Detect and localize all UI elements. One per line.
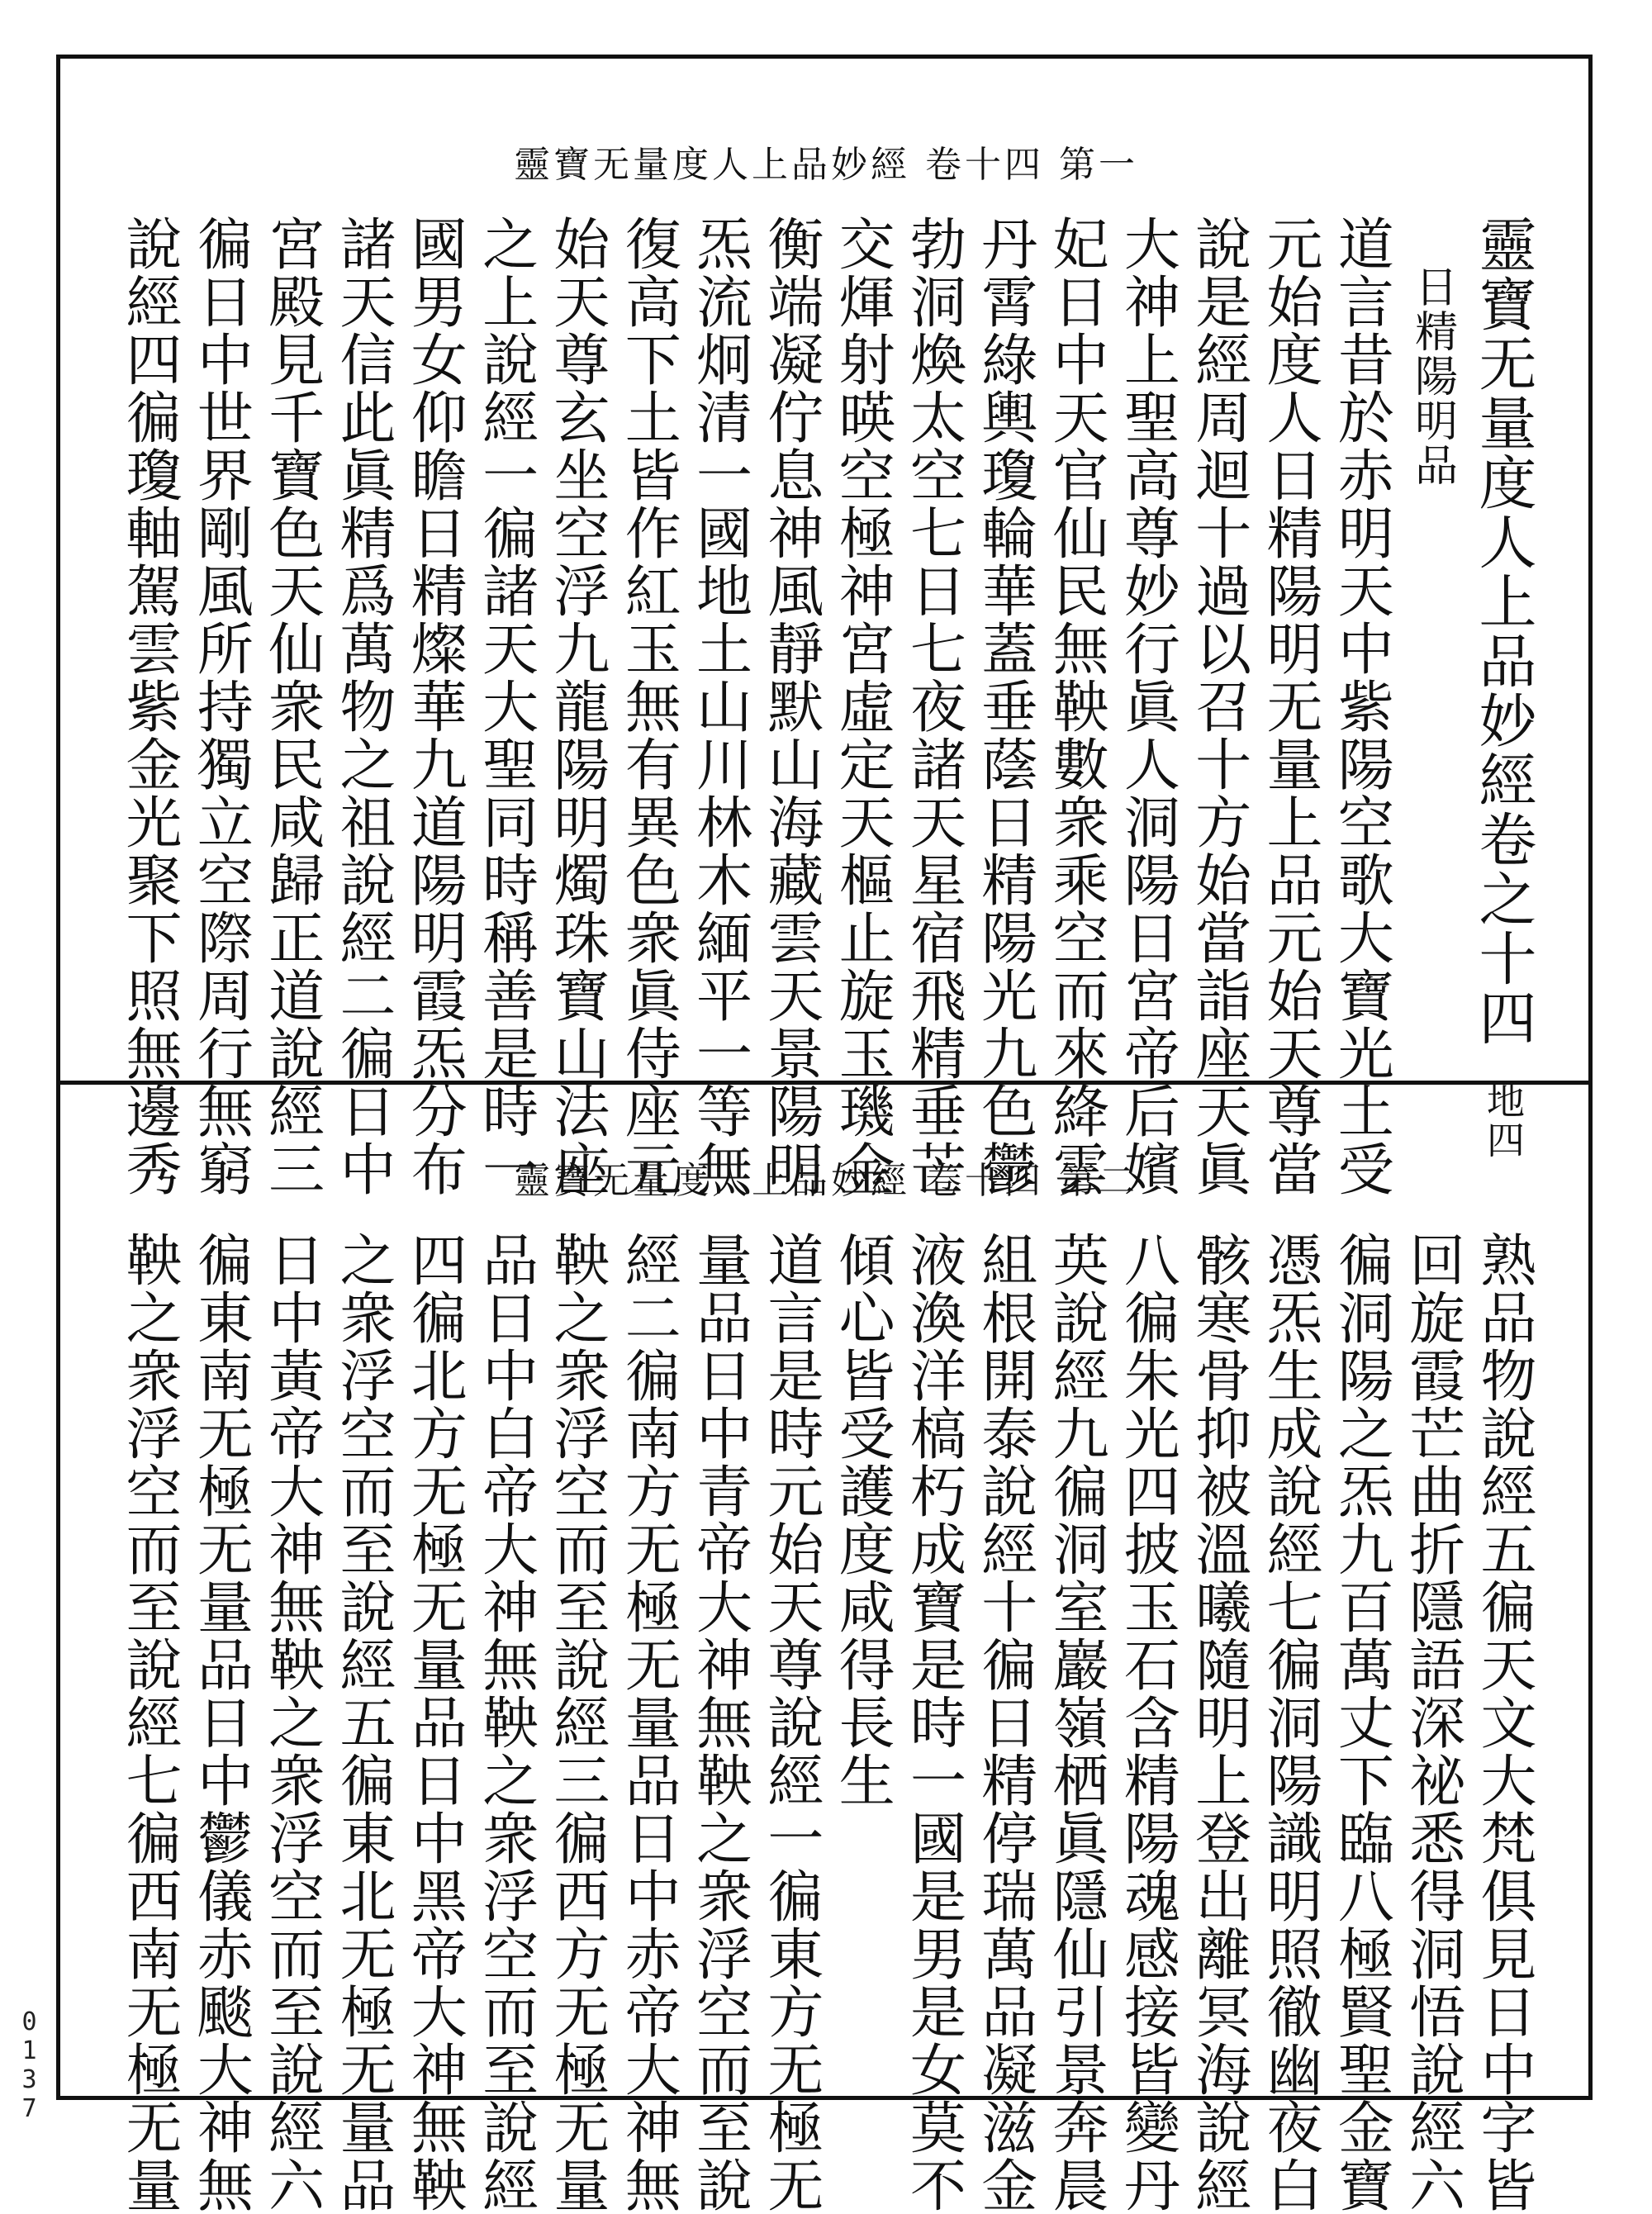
text-column xyxy=(1256,215,1322,1198)
text-column xyxy=(686,215,752,1198)
text-column xyxy=(1470,1231,1536,2214)
text-column xyxy=(1113,215,1180,1198)
column-text: 說經四徧瓊軸駕雲紫金光聚下照無邊秀 xyxy=(116,215,182,1198)
column-text: 衡端凝佇息神風靜默山海藏雲天景陽明 xyxy=(757,215,824,1198)
text-column xyxy=(1042,1231,1109,2214)
column-text: 日中黃帝大神無鞅之衆浮空而至說經六 xyxy=(259,1231,325,2214)
text-column xyxy=(1256,1231,1322,2214)
column-text: 傾心皆受護度咸得長生 xyxy=(829,1231,895,1809)
text-column xyxy=(1469,215,1537,1160)
text-column xyxy=(1327,1231,1394,2214)
column-text: 組根開泰說經十徧日精停瑞萬品凝滋金 xyxy=(971,1231,1037,2214)
column-text: 國男女仰瞻日精燦華九道陽明霞炁分布 xyxy=(401,215,468,1198)
column-text: 大神上聖高尊妙行眞人洞陽日宮帝后嬪 xyxy=(1114,215,1180,1198)
text-column xyxy=(259,1231,325,2214)
bottom-header xyxy=(99,1132,1553,1223)
column-text: 元始度人日精陽明无量上品元始天尊當 xyxy=(1257,215,1322,1198)
column-text: 交煇射暎空極神宮虛定天樞止旋玉璣金 xyxy=(829,215,895,1198)
bottom-panel xyxy=(99,1132,1553,2214)
column-text: 勃洞煥太空七日七夜諸天星宿飛精垂芒 xyxy=(900,215,966,1198)
column-text: 憑炁生成說經七徧洞陽識明照徹幽夜白 xyxy=(1257,1231,1322,2214)
text-column xyxy=(1042,215,1109,1198)
text-column xyxy=(1327,215,1394,1198)
top-header-text: 靈寶无量度人上品妙經 卷十四 第一 xyxy=(514,144,1138,186)
text-column xyxy=(330,215,396,1198)
column-text: 熟品物說經五徧天文大梵俱見日中字皆 xyxy=(1470,1231,1536,2214)
text-column xyxy=(401,1231,468,2214)
text-column xyxy=(1185,215,1251,1198)
text-column xyxy=(615,1231,681,2214)
text-column xyxy=(472,215,539,1198)
bottom-header-text: 靈寶无量度人上品妙經 卷十四 第二 xyxy=(514,1160,1138,1202)
text-column xyxy=(472,1231,539,2214)
column-text: 炁流炯清一國地土山川林木緬平一等無 xyxy=(686,215,752,1198)
bottom-text-columns xyxy=(116,1231,1536,2214)
text-column xyxy=(686,1231,752,2214)
text-column xyxy=(1399,1231,1465,2214)
column-text: 丹霄綠輿瓊輪華蓋垂蔭日精陽光九色鬱 xyxy=(971,215,1037,1198)
text-column xyxy=(259,215,325,1198)
text-column xyxy=(828,215,895,1198)
text-column xyxy=(757,215,824,1198)
column-text: 妃日中天官仙民無鞅數衆乘空而來絳雲 xyxy=(1043,215,1109,1198)
text-column xyxy=(116,1231,182,2214)
column-text: 之衆浮空而至說經五徧東北无極无量品 xyxy=(330,1231,396,2214)
text-column xyxy=(1399,215,1465,1090)
column-text: 宮殿見千寶色天仙衆民咸歸正道說經三 xyxy=(259,215,325,1198)
column-text: 說是經周迴十過以召十方始當詣座天眞 xyxy=(1185,215,1251,1198)
column-text: 諸天信此眞精爲萬物之祖說經二徧日中 xyxy=(330,215,396,1198)
column-text: 量品日中青帝大神無鞅之衆浮空而至說 xyxy=(686,1231,752,2214)
text-column xyxy=(401,215,468,1198)
column-text: 徧東南无極无量品日中鬱儀赤颷大神無 xyxy=(188,1231,254,2214)
text-column xyxy=(330,1231,396,2214)
column-text: 徧洞陽之炁九百萬丈下臨八極賢聖金寶 xyxy=(1328,1231,1394,2214)
text-column xyxy=(615,215,681,1198)
column-text: 四徧北方无極无量品日中黑帝大神無鞅 xyxy=(401,1231,468,2214)
column-text: 鞅之衆浮空而至說經三徧西方无極无量 xyxy=(544,1231,610,2214)
text-column xyxy=(828,1231,895,2065)
column-text: 徧日中世界剛風所持獨立空際周行無窮 xyxy=(188,215,254,1198)
column-text: 道言是時元始天尊說經一徧東方无極无 xyxy=(757,1231,824,2214)
column-text: 回旋霞芒曲折隱語深祕悉得洞悟說經六 xyxy=(1399,1231,1465,2214)
column-text: 骸寒骨抑被溫曦隨明上登出離冥海說經 xyxy=(1185,1231,1251,2214)
text-column xyxy=(971,215,1037,1198)
column-text: 之上說經一徧諸天大聖同時稱善是時一 xyxy=(472,215,539,1198)
column-text: 道言昔於赤明天中紫陽空歌大寶光土受 xyxy=(1328,215,1394,1198)
column-text: 復高下土皆作紅玉無有異色衆眞侍座元 xyxy=(615,215,681,1198)
text-column xyxy=(544,215,610,1198)
column-suffix: 地四 xyxy=(1480,1081,1526,1160)
column-text: 品日中白帝大神無鞅之衆浮空而至說經 xyxy=(472,1231,539,2214)
column-text: 經二徧南方无極无量品日中赤帝大神無 xyxy=(615,1231,681,2214)
column-text: 靈寶无量度人上品妙經卷之十四 xyxy=(1469,215,1537,1048)
column-text: 日精陽明品 xyxy=(1407,264,1457,487)
text-column xyxy=(544,1231,610,2214)
column-text: 始天尊玄坐空浮九龍陽明燭珠寶山法座 xyxy=(544,215,610,1198)
text-column xyxy=(757,1231,824,2214)
text-column xyxy=(971,1231,1037,2214)
text-column xyxy=(900,215,966,1198)
top-header xyxy=(99,116,1553,207)
margin-page-number: 0137 xyxy=(15,2007,44,2123)
text-column xyxy=(187,1231,254,2214)
column-text: 八徧朱光四披玉石含精陽魂感接皆變丹 xyxy=(1114,1231,1180,2214)
text-column xyxy=(116,215,182,1198)
column-text: 英說經九徧洞室巖嶺栖眞隱仙引景奔晨 xyxy=(1043,1231,1109,2214)
column-text: 液渙洋槁朽成寶是時一國是男是女莫不 xyxy=(900,1231,966,2214)
text-column xyxy=(1185,1231,1251,2214)
text-column xyxy=(187,215,254,1198)
text-column xyxy=(900,1231,966,2214)
text-column xyxy=(1113,1231,1180,2214)
column-text: 鞅之衆浮空而至說經七徧西南无極无量 xyxy=(116,1231,182,2214)
